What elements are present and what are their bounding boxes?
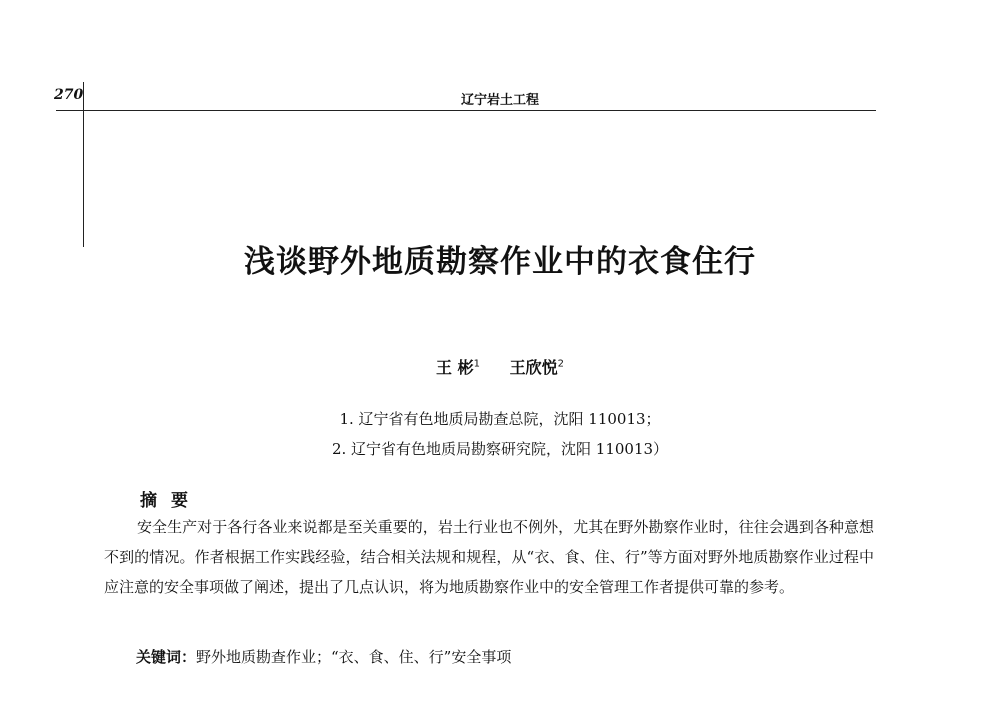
author-affil-mark: 2 (557, 358, 564, 370)
author-name: 王欣悦 (509, 358, 558, 377)
abstract-heading: 摘要 (140, 491, 202, 511)
affiliation: 1. 辽宁省有色地质局勘查总院，沈阳 110013； (339, 410, 661, 428)
journal-name: 辽宁岩土工程 (460, 93, 539, 108)
author-name: 王 彬 (436, 358, 474, 377)
abstract-text: 安全生产对于各行各业来说都是至关重要的，岩土行业也不例外，尤其在野外勘察作业时，往往会遇到各种意想不到的情况。作者根据工作实践经验，结合相关法规和规程，从“衣、食、住、行”等方面对野外地质勘察作业过程中应注意的安全事项做了阐述，提出了几点认识，将为地质勘察作业中的安全管理工作者提供可靠的参考。 (104, 518, 874, 596)
keywords-line (136, 646, 511, 667)
author-line (0, 355, 1000, 378)
header-horizontal-rule (56, 110, 876, 111)
article-title: 浅谈野外地质勘察作业中的衣食住行 (244, 244, 756, 280)
author (510, 358, 564, 377)
page-number: 270 (54, 87, 84, 103)
keywords-text: 野外地质勘查作业；“衣、食、住、行”安全事项 (196, 648, 512, 666)
affiliation: 2. 辽宁省有色地质局勘察研究院，沈阳 110013） (331, 440, 669, 458)
author (436, 358, 480, 377)
author-affil-mark: 1 (473, 358, 480, 370)
keywords-label: 关键词： (136, 648, 197, 666)
